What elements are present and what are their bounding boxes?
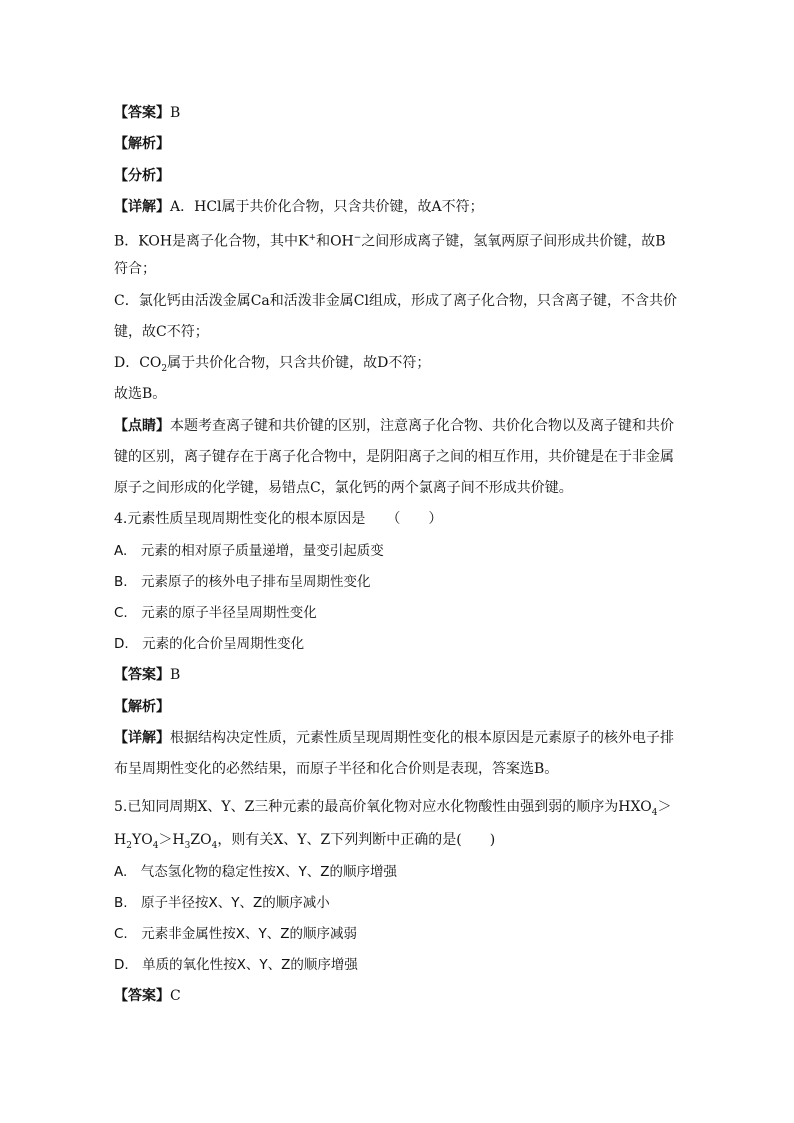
comment-label: 【点睛】 xyxy=(114,418,170,434)
q3-b-text-3: 之间形成离子键，氢氧两原子间形成共价键，故B xyxy=(361,233,666,250)
q3-comment-line3: 原子之间形成的化学键，易错点C，氯化钙的两个氯离子间不形成共价键。 xyxy=(114,480,573,496)
q3-detail-c-line2: 键，故C不符； xyxy=(114,324,209,340)
q5-stem-line1 xyxy=(114,797,671,823)
q5-stem-sub-1: 4 xyxy=(651,807,658,818)
q3-b-sup-1: + xyxy=(308,233,317,243)
q5-f-sub-4: 4 xyxy=(211,840,218,851)
q5-f-sub-3: 3 xyxy=(184,840,191,851)
q3-detail-c-line1: C．氯化钙由活泼金属Ca和活泼非金属Cl组成，形成了离子化合物，只含离子键，不含共价 xyxy=(114,293,677,309)
q5-f-4: ZO xyxy=(190,832,212,848)
q3-b-text-2: 和OH xyxy=(316,233,354,250)
q3-conclusion: 故选B。 xyxy=(114,386,167,402)
q3-d-text-2: 属于共价化合物，只含共价键，故D不符； xyxy=(167,355,431,371)
q4-option-a: A. 元素的相对原子质量递增，量变引起质变 xyxy=(114,543,384,559)
q3-comment-line1 xyxy=(114,416,674,436)
q4-stem: 4.元素性质呈现周期性变化的根本原因是 （ ） xyxy=(114,511,443,527)
q5-f-sub-2: 4 xyxy=(152,840,159,851)
analysis-label: 【解析】 xyxy=(114,136,170,152)
q4-detail-line1 xyxy=(114,728,674,748)
q5-answer: C xyxy=(170,988,181,1004)
q3-detail-b-line2: 符合； xyxy=(114,261,156,277)
q4-option-d: D. 元素的化合价呈周期性变化 xyxy=(114,636,305,652)
q5-option-c: C. 元素非金属性按X、Y、Z的顺序减弱 xyxy=(114,926,357,942)
q3-comment-text-1: 本题考查离子键和共价键的区别，注意离子化合物、共价化合物以及离子键和共价 xyxy=(170,418,674,434)
q5-f-3: ＞H xyxy=(158,832,185,848)
detail-label: 【详解】 xyxy=(114,199,170,215)
q4-answer: B xyxy=(170,667,181,683)
q5-option-a: A. 气态氢化物的稳定性按X、Y、Z的顺序增强 xyxy=(114,864,398,880)
q5-f-sub-1: 2 xyxy=(126,840,132,851)
q3-answer: B xyxy=(170,105,181,121)
q5-option-d: D. 单质的氧化性按X、Y、Z的顺序增强 xyxy=(114,957,358,973)
q5-stem-gt: ＞ xyxy=(657,799,672,815)
q5-answer-line xyxy=(114,986,181,1006)
q5-f-5: ，则有关X、Y、Z下列判断中正确的是( ) xyxy=(217,832,496,848)
q3-fenxi-heading xyxy=(114,166,170,186)
q3-b-sup-2: − xyxy=(353,233,362,243)
q3-d-sub: 2 xyxy=(161,363,168,374)
q3-detail-d xyxy=(114,353,430,379)
q5-f-2: YO xyxy=(131,832,153,848)
q5-f-1: H xyxy=(114,832,127,848)
q3-d-text-1: D．CO xyxy=(114,355,162,371)
analysis-label: 【解析】 xyxy=(114,699,170,715)
q3-answer-line xyxy=(114,103,180,123)
q4-detail-line2: 布呈周期性变化的必然结果，而原子半径和化合价则是表现，答案选B。 xyxy=(114,761,559,777)
fenxi-label: 【分析】 xyxy=(114,168,170,184)
answer-label: 【答案】 xyxy=(114,667,170,683)
q4-option-c: C. 元素的原子半径呈周期性变化 xyxy=(114,605,317,621)
q5-stem-text-1: 5.已知同周期X、Y、Z三种元素的最高价氧化物对应水化物酸性由强到弱的顺序为HXO xyxy=(114,799,652,815)
q3-comment-line2: 键的区别，离子键存在于离子化合物中，是阴阳离子之间的相互作用，共价键是在于非金属 xyxy=(114,449,674,465)
q5-option-b: B. 原子半径按X、Y、Z的顺序减小 xyxy=(114,895,330,911)
q5-stem-line2 xyxy=(114,830,495,856)
q3-analysis-heading xyxy=(114,134,170,154)
q4-answer-line xyxy=(114,665,180,685)
q4-detail-text-1: 根据结构决定性质，元素性质呈现周期性变化的根本原因是元素原子的核外电子排 xyxy=(170,730,674,746)
q4-analysis-heading xyxy=(114,697,170,717)
q3-detail-a-text: A．HCl属于共价化合物，只含共价键，故A不符； xyxy=(170,199,484,215)
q3-b-text-1: B．KOH是离子化合物，其中K xyxy=(114,233,309,250)
answer-label: 【答案】 xyxy=(114,988,170,1004)
answer-label: 【答案】 xyxy=(114,105,170,121)
detail-label: 【详解】 xyxy=(114,730,170,746)
q4-option-b: B. 元素原子的核外电子排布呈周期性变化 xyxy=(114,574,371,590)
q3-detail-b-line1 xyxy=(114,228,666,252)
q3-detail-a xyxy=(114,197,484,217)
